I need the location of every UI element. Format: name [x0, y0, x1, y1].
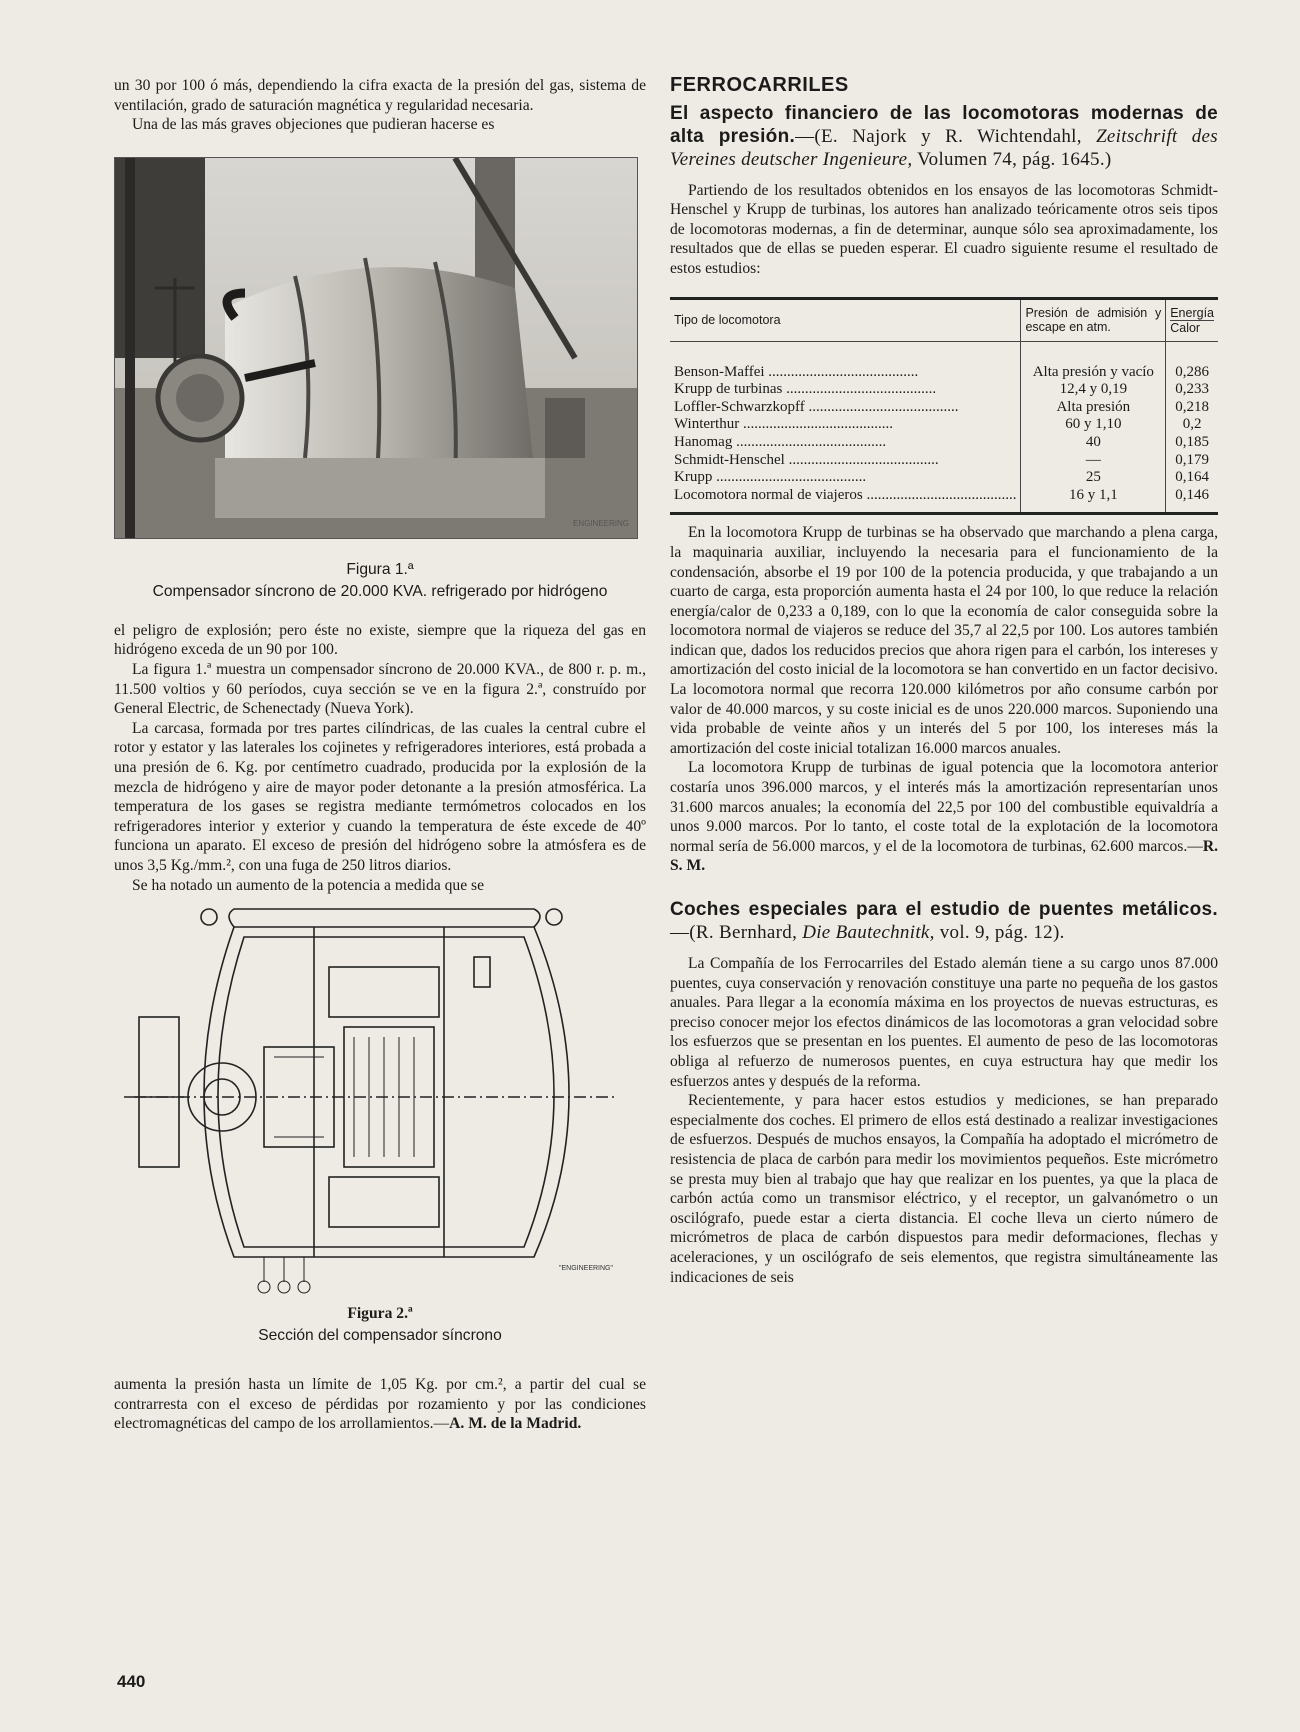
data-table: [670, 300, 1218, 513]
cell-ratio: 0,286: [1175, 363, 1209, 380]
table-row: [670, 399, 1218, 417]
figure-1-label: Figura 1.ª: [346, 560, 414, 578]
cell-ratio: 0,179: [1175, 451, 1209, 468]
figure-2-caption: Sección del compensador síncrono: [258, 1327, 502, 1345]
cell-ratio: 0,2: [1182, 416, 1202, 433]
paragraph: [114, 1375, 646, 1434]
paragraph-text: aumenta la presión hasta un límite de 1,05 Kg. por cm.², a partir del cual se contrarresta con el exceso de pérdidas por rozamiento y por las condiciones electromagnéticas del campo de los arrollamientos.—: [114, 1376, 646, 1433]
paragraph: Se ha notado un aumento de la potencia a medida que se: [132, 876, 485, 894]
locomotive-name: Hanomag: [674, 433, 733, 450]
cell-presion: 25: [1021, 469, 1166, 487]
cell-presion: Alta presión y vacío: [1021, 364, 1166, 382]
cell-tipo: Hanomag ........................................: [670, 434, 1021, 452]
paragraph-text: La locomotora Krupp de turbinas de igual potencia que la locomotora anterior costaría unos 396.000 marcos, y el interés más la amortización representarían unos 31.600 marcos anuales; la economía del 22,5 por 100 del combustible equivaldría a unos 9.000 marcos. Por lo tanto, el coste total de la explotación de la locomotora normal sería de 56.000 marcos, y el de la locomotora de turbinas, 62.600 marcos.—: [670, 759, 1218, 855]
cell-presion: 16 y 1,1: [1021, 487, 1166, 505]
section-title: FERROCARRILES: [670, 74, 849, 96]
cell-tipo: Locomotora normal de viajeros ........................................: [670, 487, 1021, 505]
locomotive-name: Schmidt-Henschel: [674, 451, 785, 468]
cell-ratio: 0,164: [1175, 469, 1209, 486]
cell-presion: Alta presión: [1021, 399, 1166, 417]
locomotive-name: Krupp de turbinas: [674, 381, 783, 398]
locomotive-name: Locomotora normal de viajeros: [674, 486, 863, 503]
figure-1-caption: Compensador síncrono de 20.000 KVA. refrigerado por hidrógeno: [152, 582, 608, 600]
cell-presion: 40: [1021, 434, 1166, 452]
paragraph: Partiendo de los resultados obtenidos en los ensayos de las locomotoras Schmidt-Henschel y Krupp de turbinas, los autores han analizado teóricamente otros seis tipos de locomotoras modernas, a fin de determinar, aunque sólo sea aproximadamente, los resultados que de ellas se pueden esperar. El cuadro siguiente resume el resultado de estos estudios:: [670, 181, 1218, 277]
author-signature: A. M. de la Madrid.: [449, 1415, 582, 1433]
cell-tipo: Benson-Maffei ........................................: [670, 364, 1021, 382]
cell-tipo: Winterthur ........................................: [670, 416, 1021, 434]
table-row: [670, 469, 1218, 487]
article-2-citation: [670, 922, 1065, 943]
table-row: [670, 487, 1218, 505]
figure-2-drawing: [114, 907, 646, 1297]
sectional-drawing: [114, 907, 646, 1297]
paragraph: La carcasa, formada por tres partes cilíndricas, de las cuales la central cubre el rotor y estator y las laterales los cojinetes y refrigeradores interiores, está probada a una presión de 6. Kg. por centímetro cuadrado, producida por la explosión de la mezcla de hidrógeno y aire de mayor poder detonante a la presión atmosférica. La temperatura de los gases se registra mediante termómetros colocados en los refrigeradores interior y exterior y cuando la temperatura de éste excede de 40º funciona un aparato. El exceso de presión del hidrógeno sobre la atmósfera es de unos 3,5 Kg./mm.², con una fuga de 250 litros diarios.: [114, 719, 646, 874]
locomotive-name: Winterthur: [674, 416, 740, 433]
fraction-numerator: Energía: [1170, 305, 1214, 320]
citation-authors: —(R. Bernhard,: [670, 922, 803, 943]
citation-authors: —(E. Najork y R. Wichtendahl,: [795, 125, 1097, 147]
table-row: [670, 434, 1218, 452]
column-header-energia-calor: [1166, 300, 1218, 342]
fraction-denominator: Calor: [1170, 320, 1201, 335]
article-1-title: El aspecto financiero de las locomotoras modernas de alta presión.: [670, 102, 1218, 147]
locomotive-name: Krupp: [674, 469, 713, 486]
cell-ratio: 0,146: [1175, 486, 1209, 503]
paragraph: En la locomotora Krupp de turbinas se ha observado que marchando a plena carga, la maquinaria auxiliar, incluyendo la necesaria para el funcionamiento de la condensación, absorbe el 19 por 100 de la potencia producida, y que trabajando a un cuarto de carga, esta proporción aumenta hasta el 24 por 100, lo que reduce la relación energía/calor de 0,233 a 0,189, con lo que la economía de calor conseguida sobre la locomotora normal de viajeros se reduce del 35,7 al 22,5 por 100. Los autores también indican que, dados los reducidos precios que ahora rigen para el carbón, los intereses y amortización del costo inicial de la locomotora se han convertido en un factor decisivo. La locomotora normal que recorra 120.000 kilómetros por año consume carbón por valor de 40.000 marcos, y su coste inicial es de unos 220.000 marcos. Suponiendo una vida probable de veinte años y un interés del 5 por 100, los intereses más la amortización del coste inicial totalizan 16.000 marcos anuales.: [670, 524, 1218, 757]
cell-tipo: Krupp ........................................: [670, 469, 1021, 487]
table-row: [670, 364, 1218, 382]
author-signature: R. S. M.: [670, 837, 1218, 875]
citation-volume: Volumen 74, pág. 1645.): [912, 148, 1112, 170]
table-row: [670, 452, 1218, 470]
paragraph: [670, 758, 1218, 876]
paragraph: el peligro de explosión; pero éste no existe, siempre que la riqueza del gas en hidrógeno exceda de un 90 por 100.: [114, 621, 646, 659]
cell-tipo: Loffler-Schwarzkopff ........................................: [670, 399, 1021, 417]
citation-journal: Die Bautechnitk,: [802, 922, 935, 943]
paragraph: La figura 1.ª muestra un compensador síncrono de 20.000 KVA., de 800 r. p. m., 11.500 voltios y 60 períodos, cuya sección se ve en la figura 2.ª, construído por General Electric, de Schenectady (Nueva York).: [114, 660, 646, 718]
article-1-heading: [670, 102, 1218, 171]
right-column: [670, 76, 1218, 1287]
compensator-photo: [115, 158, 637, 538]
cell-presion: 60 y 1,10: [1021, 416, 1166, 434]
cell-tipo: Schmidt-Henschel ........................................: [670, 452, 1021, 470]
left-column: [114, 76, 646, 1434]
locomotive-name: Benson-Maffei: [674, 363, 765, 380]
cell-ratio: 0,218: [1175, 398, 1209, 415]
cell-presion: —: [1021, 452, 1166, 470]
locomotive-name: Loffler-Schwarzkopff: [674, 398, 805, 415]
cell-ratio: 0,233: [1175, 381, 1209, 398]
page-number: 440: [117, 1672, 146, 1691]
figure-1-photo: [114, 157, 638, 539]
figure-2-label: Figura 2.ª: [347, 1305, 413, 1323]
column-header-tipo: Tipo de locomotora: [670, 300, 1021, 342]
article-2-title: Coches especiales para el estudio de puentes metálicos.: [670, 899, 1218, 920]
paragraph: La Compañía de los Ferrocarriles del Estado alemán tiene a su cargo unos 87.000 puentes, cuya conservación y renovación constituye una parte no pequeña de los gastos anuales. Para llegar a la economía máxima en los proyectos de nuevas estructuras, es preciso conocer mejor los efectos dinámicos de las locomotoras a gran velocidad sobre los esfuerzos que se presentan en los puentes. El aumento de peso de las locomotoras obliga al refuerzo de numerosos puentes, en cuya estructura hay que medir los esfuerzos antes y después de la reforma.: [670, 955, 1218, 1090]
citation-journal: Zeitschrift des Vereines deutscher Ingenieure,: [670, 125, 1218, 170]
table-row: [670, 416, 1218, 434]
cell-tipo: Krupp de turbinas ........................................: [670, 381, 1021, 399]
drawing-credit: "ENGINEERING": [559, 1265, 613, 1273]
column-header-presion: Presión de admisión y escape en atm.: [1021, 300, 1166, 342]
table-row: [670, 381, 1218, 399]
cell-ratio: 0,185: [1175, 433, 1209, 450]
citation-volume: vol. 9, pág. 12).: [934, 922, 1065, 943]
article-2-heading: [670, 898, 1218, 944]
locomotive-table: [670, 297, 1218, 516]
cell-presion: 12,4 y 0,19: [1021, 381, 1166, 399]
photo-credit: ENGINEERING: [572, 519, 629, 529]
paragraph: Una de las más graves objeciones que pudieran hacerse es: [132, 116, 495, 134]
paragraph: Recientemente, y para hacer estos estudios y mediciones, se han preparado especialmente dos coches. El primero de ellos está destinado a realizar investigaciones de esfuerzos. Después de muchos ensayos, la Compañía ha adoptado el micrómetro de resistencia de placa de carbón para medir los movimientos pequeños. Este micrómetro se presta muy bien al trabajo que hay que realizar en los puentes, ya que la placa de carbón actúa como un transmisor eléctrico, y el receptor, un galvanómetro o un oscilógrafo, puede estar a cierta distancia. El coche lleva un cierto número de micrómetros de placa de carbón dispuestos para medir deformaciones, flechas y aceleraciones, y un oscilógrafo de seis elementos, que registra simultáneamente las indicaciones de seis: [670, 1092, 1218, 1286]
paragraph: un 30 por 100 ó más, dependiendo la cifra exacta de la presión del gas, sistema de ventilación, grado de saturación magnética y regularidad necesaria.: [114, 77, 646, 114]
